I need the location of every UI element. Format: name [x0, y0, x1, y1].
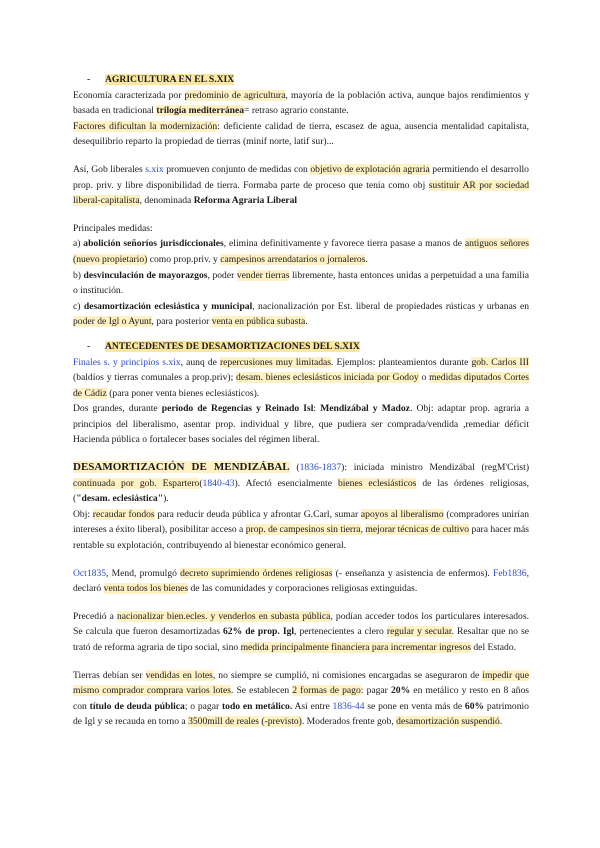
bold-text: 20%	[391, 685, 411, 697]
paragraph-medida-c	[73, 299, 529, 330]
text-run: de las comunidades y corporaciones religiosas extinguidas.	[188, 583, 418, 595]
text-run: Precedió a	[73, 610, 117, 622]
highlight-text: vender tierras	[236, 269, 290, 281]
text-run: permitiendo el desarrollo prop. priv. y libre disponibilidad de tierra. Formaba parte de proceso que tenía como obj	[73, 163, 529, 191]
highlight-text: objetivo de explotación agraria	[310, 163, 430, 175]
text-run: : pagar	[360, 685, 391, 697]
paragraph-precedio	[73, 609, 529, 656]
bold-text: Mendizábal y Madoz	[320, 403, 410, 415]
heading-bullet: -	[87, 340, 91, 352]
text-run: ).	[163, 493, 169, 505]
paragraph-finales-siglo	[73, 355, 529, 402]
text-run: : deficiente calidad de tierra, escasez de agua, ausencia mentalidad capitalista, desequilibrio reparto la propiedad de tierras (minif norte, latif sur)...	[73, 120, 529, 148]
paragraph-medida-a	[73, 236, 529, 267]
text-run: .	[305, 316, 308, 328]
document-body	[73, 72, 529, 730]
highlight-text: campesinos arrendatarios o jornaleros	[220, 253, 366, 265]
highlight-text: 3500mill de reales	[188, 716, 259, 728]
blue-text: s.xix	[145, 163, 164, 175]
text-run: Tierras debían ser	[73, 669, 146, 681]
heading-bullet: -	[87, 74, 91, 85]
blue-text: 1836-44	[332, 700, 365, 712]
spacer	[73, 656, 529, 668]
text-run: = retraso agrario constante.	[244, 105, 349, 117]
text-run: patrimonio de Igl y se recauda en torno a	[73, 700, 529, 728]
highlight-text: Factores dificultan la modernización	[73, 120, 218, 132]
paragraph-principales-medidas: Principales medidas:	[73, 222, 153, 234]
highlight-text: venta todos los bienes	[103, 583, 189, 595]
highlight-text: bienes eclesiásticos	[337, 477, 417, 489]
text-run: , mayoría de la población activa, aunque bajos rendimientos y basada en tradicional	[73, 89, 530, 117]
text-run: . Se establecen	[230, 685, 293, 697]
text-run: Obj:	[73, 508, 93, 520]
bold-text: título de deuda pública	[89, 700, 185, 712]
highlight-text: sustituir AR por sociedad liberal-capitalista	[73, 179, 530, 207]
paragraph-dos-grandes	[73, 401, 529, 448]
heading-agricultura	[73, 72, 529, 88]
highlight-text: apoyos al liberalismo	[360, 508, 444, 520]
text-run: . Ejemplos: planteamientos durante	[331, 356, 472, 368]
bold-text: "desam. eclesiástica"	[76, 493, 164, 505]
text-run: (- enseñanza y asistencia de enfermos).	[332, 567, 493, 579]
highlight-text: nacionalizar bien.ecles. y venderlos en subasta pública	[116, 610, 331, 622]
text-run: , elimina definitivamente y favorece tierra pasase a manos de	[223, 238, 465, 250]
spacer	[73, 150, 529, 162]
bold-text: periodo de Regencias y Reinado Isl	[161, 403, 314, 415]
paragraph-tierras-lotes	[73, 668, 529, 730]
text-run: o	[418, 372, 430, 384]
blue-text: 1840-43	[202, 477, 235, 489]
bold-text: Reforma Agraria Liberal	[193, 195, 298, 207]
text-run: , declaró	[73, 567, 529, 595]
highlight-text: medidas diputados Cortes de Cádiz	[73, 372, 529, 399]
spacer	[73, 209, 529, 221]
text-run: c)	[73, 300, 84, 312]
text-run: (para poner venta bienes eclesiásticos).	[106, 387, 260, 399]
highlight-text: medida principalmente financiera para incrementar ingresos	[240, 642, 471, 653]
blue-text: Oct1835	[73, 567, 107, 579]
text-run: Dos grandes, durante	[73, 403, 162, 415]
text-run: para hacer más rentable su explotación, contribuyendo al bienestar económico general.	[73, 524, 530, 552]
text-run: .	[499, 716, 503, 728]
text-run: se pone en venta más de	[364, 700, 465, 712]
spacer	[73, 330, 529, 339]
text-run: .	[365, 253, 368, 265]
text-run: para reducir deuda pública y afrontar G.Carl, sumar	[154, 508, 361, 520]
text-run: (	[289, 462, 300, 474]
text-run: , denominada	[139, 195, 194, 207]
paragraph-gob-liberales	[73, 162, 529, 209]
highlight-text: impedir que mismo comprador comprara varios lotes	[73, 669, 529, 697]
highlight-text: regular y secular	[386, 626, 452, 638]
bold-text: desvinculación de mayorazgos	[83, 269, 208, 281]
bold-text: desamortización eclesiástica y municipal	[83, 300, 253, 312]
text-run: . Obj: adaptar prop. agraria a principios del liberalismo, asentar prop. individual y libre, que pudiera ser comprada/vendida ,remediar déficit Hacienda pública o fortalecer bases sociales del régimen liberal.	[73, 403, 529, 446]
text-run: , Mend, promulgó	[106, 567, 181, 579]
highlight-text: (-previsto)	[261, 716, 302, 728]
text-run: . Resaltar que no se trató de reforma agraria de tipo social, sino	[73, 626, 529, 653]
text-run: :	[313, 403, 321, 415]
text-run: en metálico y resto en 8 años con	[73, 685, 529, 712]
text-run: Economía caracterizada por	[73, 89, 185, 101]
highlight-text: recaudar fondos	[92, 508, 155, 520]
highlight-text: antiguos señores (nuevo propietario)	[73, 238, 529, 265]
highlight-text: vendidas en lotes	[145, 669, 213, 681]
text-run: , poder	[207, 269, 237, 281]
text-run: ). Afectó esencialmente	[234, 477, 338, 489]
highlight-text: repercusiones muy limitadas	[219, 356, 332, 368]
paragraph-objetivos	[73, 507, 529, 554]
highlight-text: 2 formas de pago	[292, 685, 361, 697]
text-run: (	[199, 477, 203, 489]
highlight-text: decreto suprimiendo órdenes religiosas	[180, 567, 333, 579]
text-run: . Moderados frente gob,	[301, 716, 397, 728]
text-run: (compradores unirían intereses a éxito liberal), posibilitar acceso a	[73, 508, 530, 536]
highlight-text: desam. bienes eclesiásticos iniciada por Godoy	[236, 372, 419, 384]
text-run: promueven conjunto de medidas con	[163, 163, 311, 175]
bold-text: 60%	[464, 700, 485, 712]
text-run: del Estado.	[470, 642, 517, 653]
text-run: a)	[73, 238, 84, 250]
highlight-text: prop. de campesinos sin tierra	[245, 524, 361, 536]
blue-text: Finales s. y principios s.xix	[73, 356, 181, 368]
highlight-text: continuada por gob. Espartero	[73, 477, 200, 489]
text-run: , podían acceder todos los particulares interesados. Se calcula que fueron desamortizadas	[73, 610, 529, 638]
text-run: Así, Gob liberales	[73, 163, 146, 175]
highlight-text: predominio de agricultura	[184, 89, 286, 101]
blue-text: Feb1836	[493, 567, 527, 579]
text-run: , para posterior	[151, 316, 212, 328]
highlight-bold-text: trilogía mediterránea	[156, 105, 245, 117]
highlight-text: mejorar técnicas de cultivo	[365, 524, 470, 536]
spacer	[73, 597, 529, 609]
bold-text: 62% de prop. Igl	[222, 626, 295, 638]
text-run: ): iniciada ministro Mendizábal (regM'Crist)	[341, 462, 530, 474]
text-run: , nacionalización por Est. liberal de propiedades rústicas y urbanas en	[252, 300, 529, 312]
text-run: libremente, hasta entonces unidas a perpetuidad a una familia o institución.	[73, 269, 529, 297]
spacer	[73, 554, 529, 566]
blue-text: 1836-1837	[299, 462, 342, 474]
highlight-text: desamortización suspendió	[396, 716, 500, 728]
text-run: ,	[360, 524, 366, 536]
heading-antecedentes	[73, 339, 529, 355]
text-run: (baldíos y tierras comunales a prop.priv);	[73, 372, 237, 384]
heading-title: AGRICULTURA EN EL S.XIX	[105, 74, 235, 85]
paragraph-oct1835	[73, 566, 529, 597]
highlight-text: poder de Igl o Ayunt	[73, 316, 152, 328]
text-run: b)	[73, 269, 84, 281]
highlight-text: gob. Carlos III	[471, 356, 529, 368]
text-run: como prop.priv. y	[147, 253, 221, 265]
paragraph-economia	[73, 88, 529, 119]
spacer	[73, 448, 529, 460]
paragraph-factores	[73, 119, 529, 150]
text-run: Así entre	[292, 700, 333, 712]
text-run: , pertenecientes a clero	[294, 626, 387, 638]
paragraph-medida-b	[73, 268, 529, 299]
bold-text: todo en metálico.	[221, 700, 293, 712]
paragraph-mendizabal	[73, 460, 529, 507]
text-run: de las órdenes religiosas, (	[73, 477, 529, 505]
text-run: , no siempre se cumplió, ni comisiones encargadas se aseguraron de	[212, 669, 483, 681]
highlight-text: venta en pública subasta	[211, 316, 306, 328]
highlight-bold-heading: DESAMORTIZACIÓN DE MENDIZÁBAL	[73, 461, 290, 474]
heading-title: ANTECEDENTES DE DESAMORTIZACIONES DEL S.XIX	[105, 340, 360, 352]
bold-text: abolición señoríos jurisdiccionales	[83, 238, 224, 250]
text-run: , aunq de	[180, 356, 220, 368]
text-run: ; o pagar	[184, 700, 222, 712]
